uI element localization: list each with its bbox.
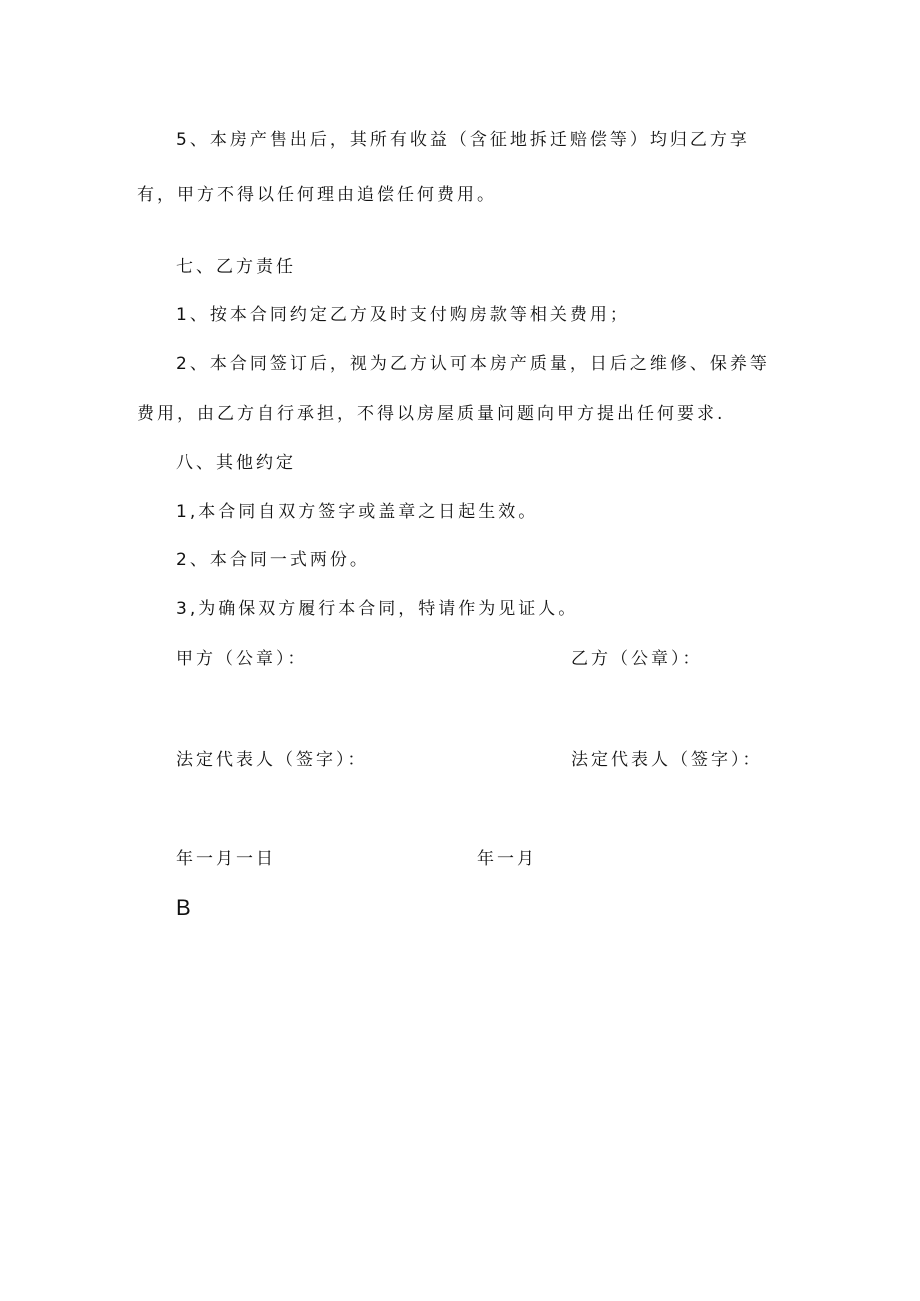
party-a-seal-label: 甲方（公章）：	[176, 649, 308, 669]
party-b-rep-label: 法定代表人（签字）：	[571, 750, 763, 770]
section-7-item-1: 1、按本合同约定乙方及时支付购房款等相关费用；	[176, 305, 630, 325]
section-7-heading: 七、乙方责任	[176, 257, 296, 277]
party-a-date: 年一月一日	[176, 849, 276, 869]
section-8-item-3: 3,为确保双方履行本合同，特请作为见证人。	[176, 599, 579, 619]
paragraph-5-line2: 有，甲方不得以任何理由追偿任何费用。	[137, 185, 497, 205]
paragraph-5-line1: 5、本房产售出后，其所有收益（含征地拆迁赔偿等）均归乙方享	[176, 130, 750, 150]
section-7-item-2-line1: 2、本合同签订后，视为乙方认可本房产质量，日后之维修、保养等	[176, 354, 770, 374]
party-a-rep-label: 法定代表人（签字）：	[176, 750, 368, 770]
section-7-item-2-line2: 费用，由乙方自行承担，不得以房屋质量问题向甲方提出任何要求.	[137, 404, 726, 424]
section-8-item-2: 2、本合同一式两份。	[176, 550, 370, 570]
party-b-date: 年一月	[477, 849, 537, 869]
section-8-heading: 八、其他约定	[176, 453, 296, 473]
page-marker: B	[176, 895, 191, 920]
party-b-seal-label: 乙方（公章）：	[571, 649, 703, 669]
section-8-item-1: 1,本合同自双方签字或盖章之日起生效。	[176, 502, 539, 522]
